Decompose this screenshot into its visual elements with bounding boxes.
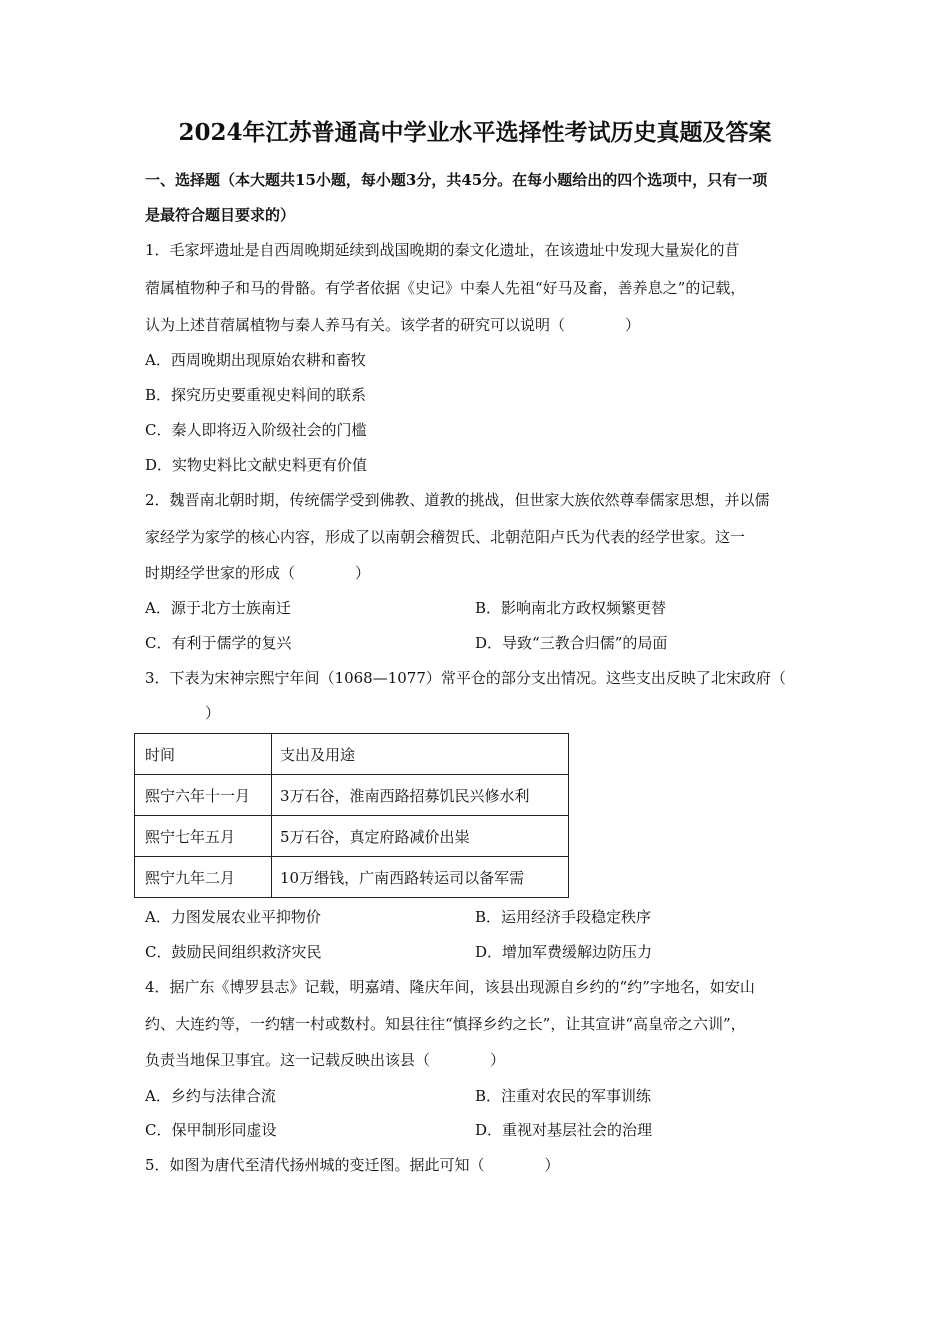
section-heading-line-2: 是最符合题目要求的） [145,206,296,224]
question-2-option-d: D．导致“三教合归儒”的局面 [475,634,668,652]
question-2-line-2: 家经学为家学的核心内容，形成了以南朝会稽贺氏、北朝范阳卢氏为代表的经学世家。这一 [145,528,746,546]
question-2-option-b: B．影响南北方政权频繁更替 [475,599,667,617]
table-header-cell: 时间 [135,734,272,775]
question-4-line-1: 4．据广东《博罗县志》记载，明嘉靖、隆庆年间，该县出现源自乡约的“约”字地名，如安山 [145,978,755,996]
expenditure-table [134,733,569,898]
question-1-line-3: 认为上述苜蓿属植物与秦人养马有关。该学者的研究可以说明（ ） [145,316,641,334]
page-title: 2024年江苏普通高中学业水平选择性考试历史真题及答案 [178,119,772,146]
question-3-option-d: D．增加军费缓解边防压力 [475,943,653,961]
question-1-line-2: 蓿属植物种子和马的骨骼。有学者依据《史记》中秦人先祖“好马及畜，善养息之”的记载， [145,279,746,297]
table-cell: 5万石谷，真定府路减价出粜 [272,816,569,857]
question-3-line-2: ） [145,704,221,722]
question-4-option-a: A．乡约与法律合流 [145,1087,276,1105]
table-cell: 熙宁九年二月 [135,857,272,898]
question-3-option-c: C．鼓励民间组织救济灾民 [145,943,322,961]
question-5-line-1: 5．如图为唐代至清代扬州城的变迁图。据此可知（ ） [145,1156,560,1174]
table-row [135,857,569,898]
question-1-option-b: B．探究历史要重视史料间的联系 [145,386,367,404]
table-cell: 10万缗钱，广南西路转运司以备军需 [272,857,569,898]
question-4-option-d: D．重视对基层社会的治理 [475,1121,653,1139]
question-1-option-a: A．西周晚期出现原始农耕和畜牧 [145,351,366,369]
question-1-option-c: C．秦人即将迈入阶级社会的门槛 [145,421,367,439]
question-3-option-b: B．运用经济手段稳定秩序 [475,908,652,926]
question-2-line-3: 时期经学世家的形成（ ） [145,564,371,582]
table-cell: 熙宁七年五月 [135,816,272,857]
table-header-cell: 支出及用途 [272,734,569,775]
question-4-option-c: C．保甲制形同虚设 [145,1121,277,1139]
question-1-line-1: 1．毛家坪遗址是自西周晚期延续到战国晚期的秦文化遗址，在该遗址中发现大量炭化的苜 [145,241,740,259]
section-heading-line-1: 一、选择题（本大题共15小题，每小题3分，共45分。在每小题给出的四个选项中，只有一项 [145,171,768,189]
question-3-line-1: 3．下表为宋神宗熙宁年间（1068—1077）常平仓的部分支出情况。这些支出反映了北宋政府（ [145,669,786,687]
question-4-option-b: B．注重对农民的军事训练 [475,1087,652,1105]
question-2-line-1: 2．魏晋南北朝时期，传统儒学受到佛教、道教的挑战，但世家大族依然尊奉儒家思想，并以儒 [145,491,770,509]
question-4-line-3: 负责当地保卫事宜。这一记载反映出该县（ ） [145,1051,506,1069]
table-cell: 3万石谷，淮南西路招募饥民兴修水利 [272,775,569,816]
table-row [135,816,569,857]
table-header-row [135,734,569,775]
table-cell: 熙宁六年十一月 [135,775,272,816]
question-4-line-2: 约、大连约等，一约辖一村或数村。知县往往“慎择乡约之长”，让其宣讲“高皇帝之六训”， [145,1015,746,1033]
question-2-option-a: A．源于北方士族南迁 [145,599,291,617]
question-3-option-a: A．力图发展农业平抑物价 [145,908,321,926]
table-row [135,775,569,816]
question-1-option-d: D．实物史料比文献史料更有价值 [145,456,368,474]
question-2-option-c: C．有利于儒学的复兴 [145,634,292,652]
